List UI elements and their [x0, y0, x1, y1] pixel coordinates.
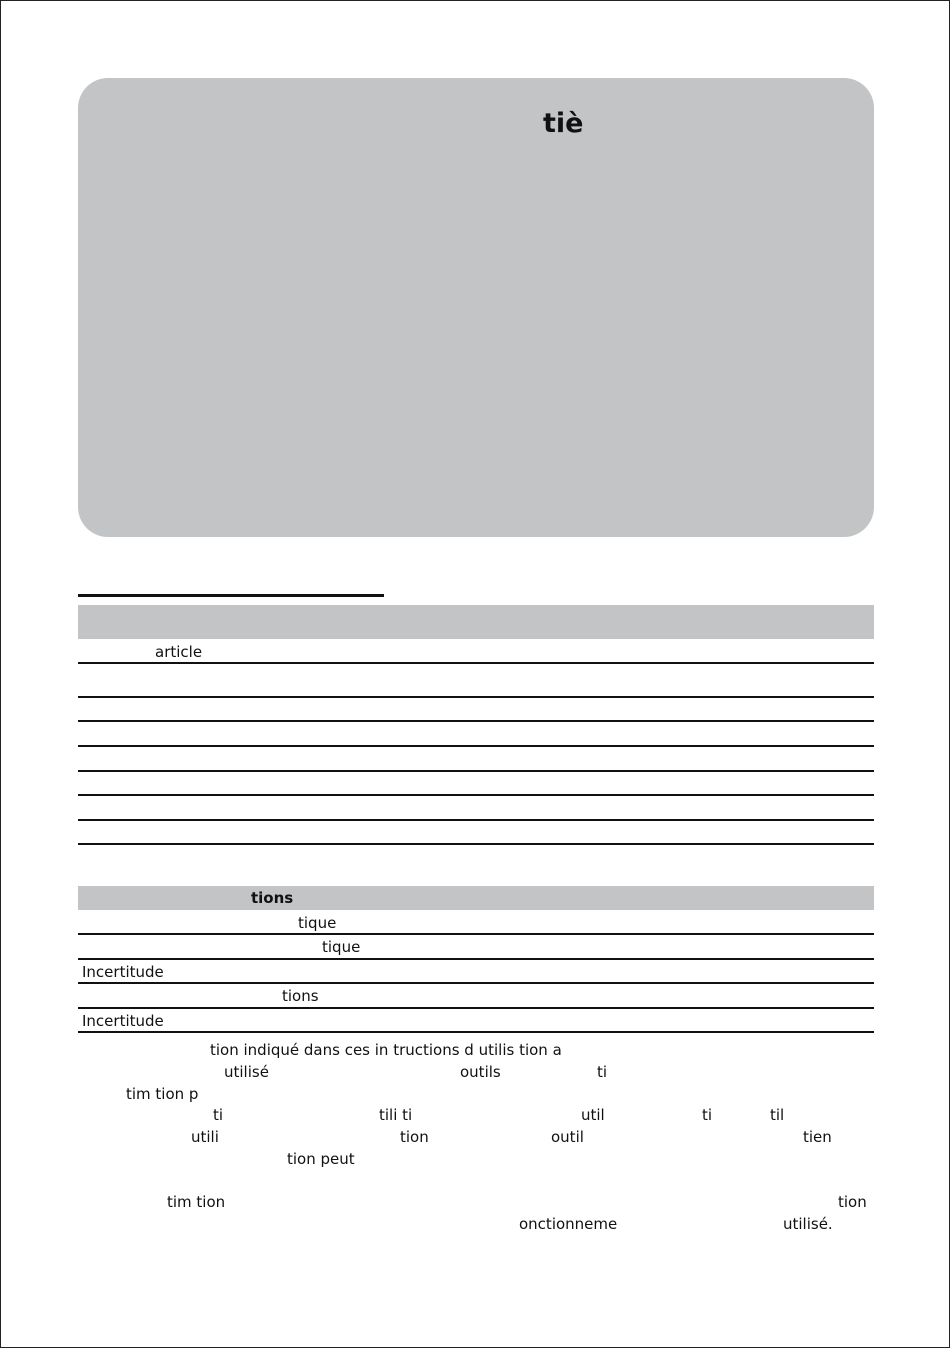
table2-header-label: tions — [251, 889, 294, 907]
table2-row-label: tique — [298, 914, 337, 932]
section-rule — [78, 594, 384, 597]
table2-row-label: Incertitude — [82, 963, 164, 981]
paragraph-text: utilisé — [224, 1063, 269, 1081]
paragraph-text: til — [770, 1106, 785, 1124]
table1-row-divider — [78, 770, 874, 772]
table2-row-divider — [78, 982, 874, 984]
table1-row-divider — [78, 794, 874, 796]
table2-row-divider — [78, 958, 874, 960]
paragraph-text: tili ti — [379, 1106, 413, 1124]
paragraph-text: outils — [460, 1063, 501, 1081]
paragraph-text: tim tion p — [126, 1085, 199, 1103]
table2-row-label: Incertitude — [82, 1012, 164, 1030]
table2-row-divider — [78, 1007, 874, 1009]
table2-row-divider — [78, 933, 874, 935]
paragraph-text: tim tion — [167, 1193, 226, 1211]
paragraph-text: ti — [213, 1106, 224, 1124]
paragraph-text: tion — [400, 1128, 429, 1146]
table2-row-divider — [78, 1031, 874, 1033]
table2-row-label: tions — [282, 987, 319, 1005]
toc-box — [78, 78, 874, 537]
paragraph-text: utilisé. — [783, 1215, 833, 1233]
toc-title: tiè — [543, 108, 584, 139]
paragraph-text: tion indiqué dans ces in tructions d utilis tion a — [210, 1041, 562, 1059]
table1-row-divider — [78, 720, 874, 722]
paragraph-text: ti — [702, 1106, 713, 1124]
table1-row-label: article — [155, 643, 203, 661]
paragraph-text: ti — [597, 1063, 608, 1081]
table1-row-divider — [78, 745, 874, 747]
table2-header — [78, 886, 874, 910]
paragraph-text: outil — [551, 1128, 584, 1146]
table1-row-divider — [78, 843, 874, 845]
paragraph-text: onctionneme — [519, 1215, 618, 1233]
paragraph-text: tion — [838, 1193, 867, 1211]
paragraph-text: tion peut — [287, 1150, 355, 1168]
table1-header — [78, 605, 874, 639]
paragraph-text: util — [581, 1106, 605, 1124]
paragraph-text: tien — [803, 1128, 832, 1146]
table1-row-divider — [78, 696, 874, 698]
table1-row-divider — [78, 662, 874, 664]
paragraph-text: utili — [191, 1128, 219, 1146]
table1-row-divider — [78, 819, 874, 821]
table2-row-label: tique — [322, 938, 361, 956]
